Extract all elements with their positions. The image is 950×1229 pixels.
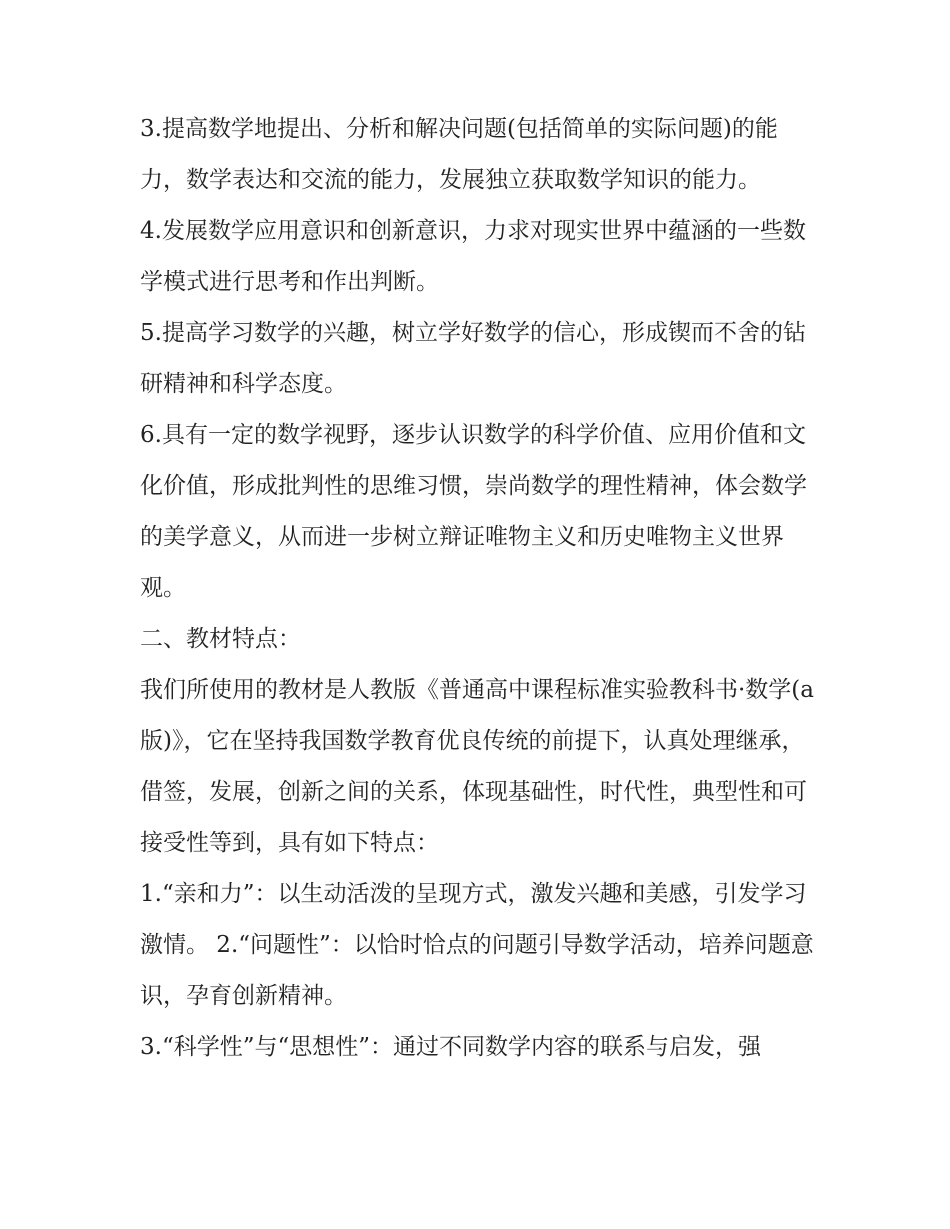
paragraph-feature-3: 3.“科学性”与“思想性”：通过不同数学内容的联系与启发，强 bbox=[140, 1034, 761, 1060]
section-heading-textbook-features: 二、教材特点： bbox=[140, 626, 301, 652]
paragraph-feature-1-2: 1.“亲和力”：以生动活泼的呈现方式，激发兴趣和美感，引发学习激情。 2.“问题性”：以恰时恰点的问题引导数学活动，培养问题意识，孕育创新精神。 bbox=[140, 881, 814, 1009]
paragraph-objective-3: 3.提高数学地提出、分析和解决问题(包括简单的实际问题)的能力，数学表达和交流的能力，发展独立获取数学知识的能力。 bbox=[140, 116, 778, 193]
paragraph-objective-5: 5.提高学习数学的兴趣，树立学好数学的信心，形成锲而不舍的钻研精神和科学态度。 bbox=[140, 320, 806, 397]
paragraph-textbook-intro: 我们所使用的教材是人教版《普通高中课程标准实验教科书·数学(a版)》，它在坚持我国数学教育优良传统的前提下，认真处理继承，借签，发展，创新之间的关系，体现基础性，时代性，典型性和可接受性等到，具有如下特点： bbox=[140, 677, 814, 856]
document-body bbox=[140, 104, 820, 1073]
paragraph-objective-6: 6.具有一定的数学视野，逐步认识数学的科学价值、应用价值和文化价值，形成批判性的思维习惯，崇尚数学的理性精神，体会数学的美学意义，从而进一步树立辩证唯物主义和历史唯物主义世界观。 bbox=[140, 422, 807, 601]
paragraph-objective-4: 4.发展数学应用意识和创新意识，力求对现实世界中蕴涵的一些数学模式进行思考和作出判断。 bbox=[140, 218, 806, 295]
